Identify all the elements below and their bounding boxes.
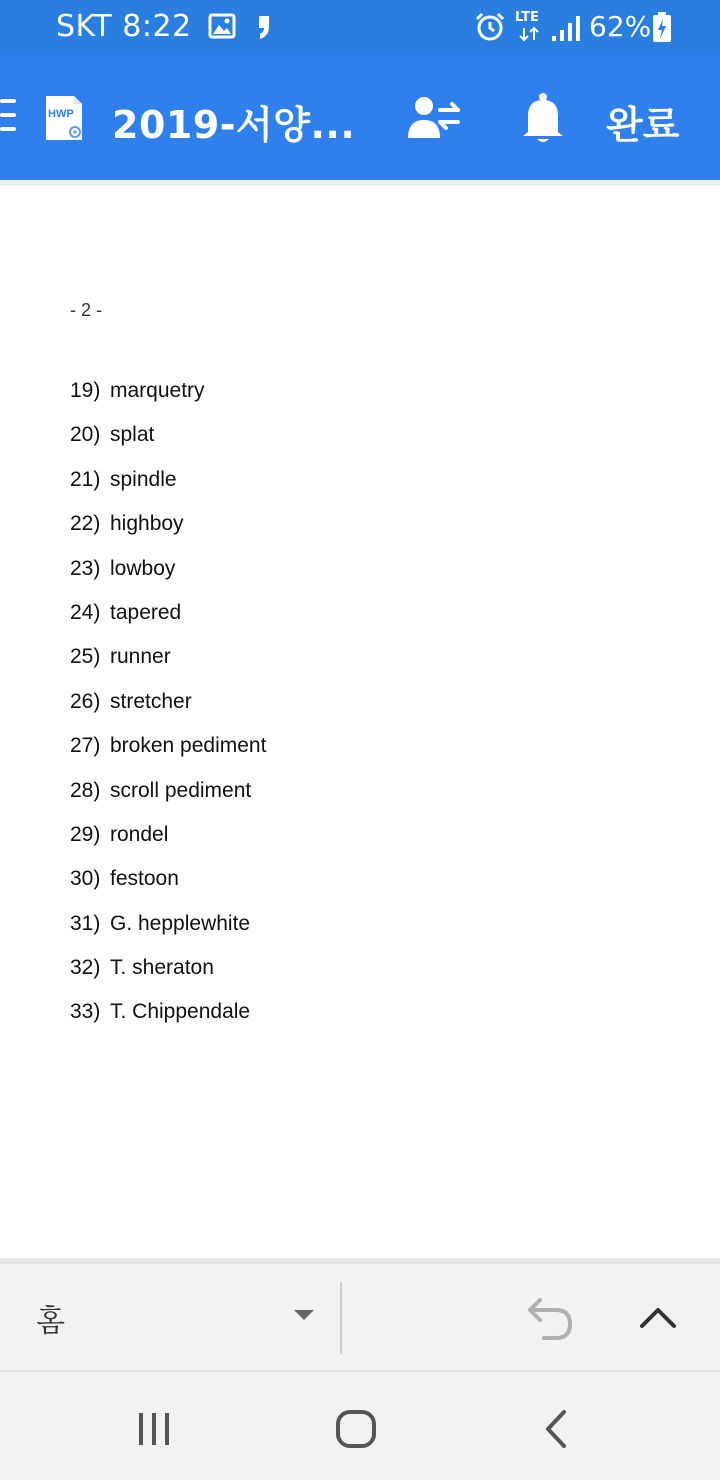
list-item: [70, 731, 266, 775]
list-item: [70, 909, 266, 953]
item-number: 29): [70, 822, 101, 846]
item-number: 22): [70, 512, 101, 536]
item-number: 27): [70, 734, 101, 758]
item-number: 24): [70, 600, 101, 624]
file-type-badge: HWP: [48, 108, 74, 120]
notification-bell-icon[interactable]: [520, 92, 566, 144]
list-item: [70, 554, 266, 598]
term-list: [70, 376, 266, 1042]
item-text: lowboy: [110, 556, 176, 580]
item-number: 33): [70, 1000, 101, 1024]
item-text: rondel: [110, 822, 169, 846]
document-page[interactable]: [0, 180, 720, 1260]
home-icon[interactable]: [334, 1408, 378, 1450]
home-tab-button[interactable]: 홈: [36, 1296, 65, 1340]
item-text: runner: [110, 645, 171, 669]
list-item: [70, 509, 266, 553]
recent-apps-icon[interactable]: [134, 1410, 174, 1448]
menu-icon[interactable]: [0, 99, 18, 133]
signal-icon: [550, 14, 580, 42]
page-number: - 2 -: [70, 300, 103, 320]
item-number: 26): [70, 689, 101, 713]
back-icon[interactable]: [540, 1408, 574, 1450]
status-bar: [0, 0, 720, 54]
item-text: G. hepplewhite: [110, 911, 251, 935]
list-item: [70, 598, 266, 642]
collaborate-share-icon[interactable]: [406, 94, 462, 142]
list-item: [70, 642, 266, 686]
list-item: [70, 997, 266, 1041]
collapse-toolbar-icon[interactable]: [636, 1298, 680, 1336]
item-text: highboy: [110, 512, 184, 536]
item-number: 21): [70, 467, 101, 491]
document-title[interactable]: 2019-서양...: [112, 103, 356, 147]
item-number: 19): [70, 379, 101, 402]
toolbar-divider: [340, 1282, 342, 1354]
list-item: [70, 776, 266, 820]
item-text: marquetry: [110, 379, 205, 402]
list-item: [70, 953, 266, 997]
item-text: T. Chippendale: [110, 1000, 251, 1024]
dropdown-arrow-icon[interactable]: [292, 1308, 316, 1322]
list-item: [70, 376, 266, 420]
list-item: [70, 465, 266, 509]
data-transfer-icon: [518, 26, 540, 42]
item-text: splat: [110, 423, 155, 447]
system-nav-bar: [0, 1370, 720, 1480]
app-header: [0, 54, 720, 180]
item-number: 23): [70, 556, 101, 580]
gallery-notification-icon: [208, 13, 236, 39]
item-number: 25): [70, 645, 101, 669]
done-button[interactable]: 완료: [606, 94, 679, 149]
list-item: [70, 864, 266, 908]
item-text: tapered: [110, 600, 182, 624]
item-number: 28): [70, 778, 101, 802]
item-text: festoon: [110, 867, 179, 891]
list-item: [70, 687, 266, 731]
alarm-icon: [474, 11, 506, 43]
item-text: spindle: [110, 467, 177, 491]
undo-icon[interactable]: [522, 1294, 576, 1342]
battery-icon: [652, 11, 672, 43]
carrier-time: SKT 8:22: [56, 9, 192, 44]
bottom-toolbar: [0, 1258, 720, 1370]
item-text: T. sheraton: [110, 956, 214, 980]
item-text: broken pediment: [110, 734, 267, 758]
list-item: [70, 420, 266, 464]
message-notification-icon: [256, 14, 272, 40]
item-number: 32): [70, 956, 101, 980]
list-item: [70, 820, 266, 864]
battery-level: 62%: [589, 10, 652, 43]
item-text: stretcher: [110, 689, 192, 713]
item-number: 30): [70, 867, 101, 891]
item-number: 20): [70, 423, 101, 447]
item-number: 31): [70, 911, 101, 935]
network-type: LTE: [515, 10, 539, 25]
item-text: scroll pediment: [110, 778, 252, 802]
